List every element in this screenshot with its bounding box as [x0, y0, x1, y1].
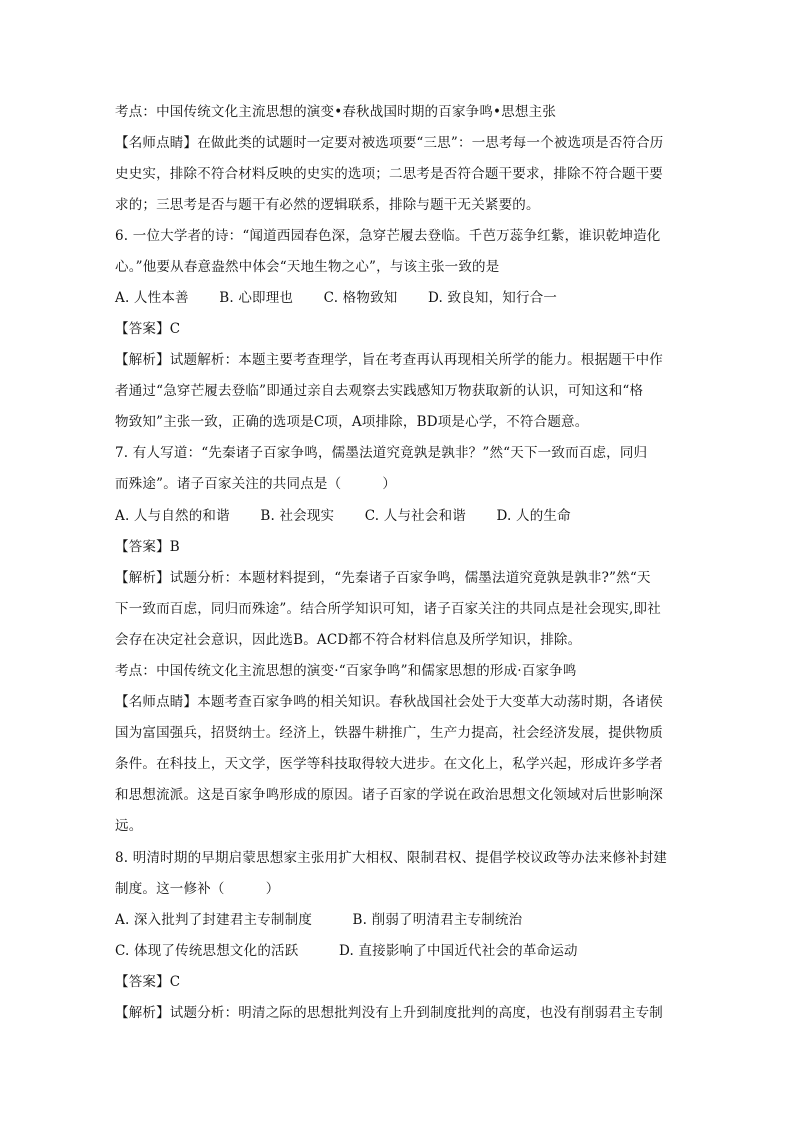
option-b: B. 心即理也 — [219, 290, 294, 306]
option-a: A. 深入批判了封建君主专制制度 — [115, 912, 313, 928]
text-line: 【解析】试题分析：本题材料提到，“先秦诸子百家争鸣，儒墨法道究竟孰是孰非?”然“天 — [115, 570, 651, 586]
question-6: 6. 一位大学者的诗：“闻道西园春色深，急穿芒履去登临。千芭万蕊争红紫，谁识乾坤造化 — [115, 228, 661, 244]
text-line: 【名师点睛】在做此类的试题时一定要对被选项要“三思”：一思考每一个被选项是否符合历 — [115, 135, 664, 151]
q7-options — [115, 506, 685, 526]
option-d: D. 人的生命 — [496, 508, 571, 524]
text-line: 而殊途”。诸子百家关注的共同点是（ ） — [115, 476, 397, 492]
text-line: 会存在决定社会意识，因此选B。ACD都不符合材料信息及所学知识，排除。 — [115, 632, 582, 648]
q8-options-row2 — [115, 941, 685, 961]
question-7: 7. 有人写道：“先秦诸子百家争鸣，儒墨法道究竟孰是孰非？”然“天下一致而百虑，同归 — [115, 445, 648, 461]
option-a: A. 人性本善 — [115, 290, 189, 306]
q6-options — [115, 288, 685, 308]
text-line: 国为富国强兵，招贤纳士。经济上，铁器牛耕推广，生产力提高，社会经济发展，提供物质 — [115, 725, 663, 741]
text-line: 史史实，排除不符合材料反映的史实的选项；二思考是否符合题干要求，排除不符合题干要 — [115, 166, 663, 182]
option-d: D. 直接影响了中国近代社会的革命运动 — [338, 943, 578, 959]
answer-6: 【答案】C — [115, 321, 181, 337]
text-line: 条件。在科技上，天文学，医学等科技取得较大进步。在文化上，私学兴起，形成许多学者 — [115, 756, 663, 772]
text-line: 求的；三思考是否与题干有必然的逻辑联系，排除与题干无关紧要的。 — [115, 197, 540, 213]
question-8: 8. 明清时期的早期启蒙思想家主张用扩大相权、限制君权、提倡学校议政等办法来修补封建 — [115, 850, 668, 866]
text-line: 考点：中国传统文化主流思想的演变·“百家争鸣”和儒家思想的形成·百家争鸣 — [115, 663, 577, 679]
text-line: 者通过“急穿芒履去登临”即通过亲自去观察去实践感知万物获取新的认识，可知这和“格 — [115, 383, 644, 399]
text-line: 【解析】试题解析：本题主要考查理学，旨在考查再认再现相关所学的能力。根据题干中作 — [115, 352, 663, 368]
option-c: C. 格物致知 — [323, 290, 398, 306]
text-line: 远。 — [115, 818, 143, 834]
text-line: 心。”他要从春意盎然中体会“天地生物之心”，与该主张一致的是 — [115, 259, 500, 275]
answer-8: 【答案】C — [115, 974, 181, 990]
option-a: A. 人与自然的和谐 — [115, 508, 230, 524]
text-line: 制度。这一修补（ ） — [115, 881, 280, 897]
option-b: B. 削弱了明清君主专制统治 — [352, 912, 523, 928]
text-line: 和思想流派。这是百家争鸣形成的原因。诸子百家的学说在政治思想文化领域对后世影响深 — [115, 787, 663, 803]
option-d: D. 致良知，知行合一 — [427, 290, 558, 306]
option-c: C. 体现了传统思想文化的活跃 — [115, 943, 299, 959]
answer-7: 【答案】B — [115, 539, 180, 555]
option-b: B. 社会现实 — [260, 508, 335, 524]
text-line: 【解析】试题分析：明清之际的思想批判没有上升到制度批判的高度，也没有削弱君主专制 — [115, 1005, 663, 1021]
text-line: 下一致而百虑，同归而殊途”。结合所学知识可知，诸子百家关注的共同点是社会现实,即社 — [115, 601, 661, 617]
text-line: 【名师点睛】本题考查百家争鸣的相关知识。春秋战国社会处于大变革大动荡时期，各诸侯 — [115, 694, 663, 710]
q8-options-row1 — [115, 910, 685, 930]
option-c: C. 人与社会和谐 — [364, 508, 466, 524]
text-line: 物致知”主张一致，正确的选项是C项，A项排除，BD项是心学，不符合题意。 — [115, 414, 589, 430]
text-line: 考点：中国传统文化主流思想的演变•春秋战国时期的百家争鸣•思想主张 — [115, 104, 557, 120]
